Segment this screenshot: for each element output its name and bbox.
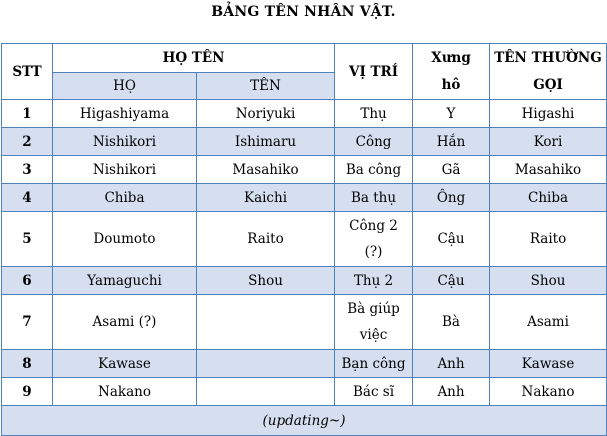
header-vi-tri: VỊ TRÍ [335, 44, 413, 100]
stt-cell: 8 [2, 350, 53, 378]
ten-cell [197, 378, 335, 406]
vi-tri-line: Thụ 2 [353, 272, 394, 289]
stt-cell: 9 [2, 378, 53, 406]
vi-tri-cell [335, 184, 413, 212]
vi-tri-cell [335, 128, 413, 156]
vi-tri-line: Công [355, 133, 392, 150]
header-stt: STT [2, 44, 53, 100]
ten-thuong-goi-cell: Chiba [490, 184, 607, 212]
xung-ho-cell: Cậu [413, 212, 490, 267]
header-ten-thuong-goi-line-2: GỌI [533, 76, 563, 93]
vi-tri-cell [335, 378, 413, 406]
ho-cell: Chiba [53, 184, 197, 212]
ten-cell: Ishimaru [197, 128, 335, 156]
stt-cell: 5 [2, 212, 53, 267]
vi-tri-cell [335, 350, 413, 378]
ten-thuong-goi-cell: Asami [490, 295, 607, 350]
ten-thuong-goi-cell: Kori [490, 128, 607, 156]
stt-cell: 3 [2, 156, 53, 184]
xung-ho-cell: Hắn [413, 128, 490, 156]
xung-ho-cell: Gã [413, 156, 490, 184]
ho-cell: Doumoto [53, 212, 197, 267]
vi-tri-line: Ba công [345, 161, 402, 178]
vi-tri-line: việc [359, 327, 388, 343]
ho-cell: Nishikori [53, 156, 197, 184]
table-row [2, 267, 607, 295]
ten-cell [197, 295, 335, 350]
stt-cell: 4 [2, 184, 53, 212]
table-row [2, 378, 607, 406]
vi-tri-line: Bạn công [341, 355, 406, 372]
stt-cell: 1 [2, 100, 53, 128]
header-ten-thuong-goi-line-1: TÊN THƯỜNG [494, 49, 602, 66]
header-ten: TÊN [197, 73, 335, 100]
ten-cell: Masahiko [197, 156, 335, 184]
ten-thuong-goi-cell: Higashi [490, 100, 607, 128]
ten-thuong-goi-cell: Nakano [490, 378, 607, 406]
footer-note: (updating~) [2, 406, 607, 436]
ho-cell: Kawase [53, 350, 197, 378]
ho-cell: Higashiyama [53, 100, 197, 128]
ho-cell: Nishikori [53, 128, 197, 156]
ho-cell: Yamaguchi [53, 267, 197, 295]
vi-tri-line: (?) [364, 244, 383, 260]
xung-ho-cell: Cậu [413, 267, 490, 295]
xung-ho-cell: Anh [413, 350, 490, 378]
ten-thuong-goi-cell: Kawase [490, 350, 607, 378]
header-ho-ten: HỌ TÊN [53, 44, 335, 73]
stt-cell: 2 [2, 128, 53, 156]
vi-tri-line: Thụ [360, 105, 387, 122]
ho-cell: Asami (?) [53, 295, 197, 350]
header-xung-ho [413, 44, 490, 100]
vi-tri-line: Ba thụ [350, 189, 397, 206]
xung-ho-cell: Anh [413, 378, 490, 406]
vi-tri-cell [335, 267, 413, 295]
header-ten-thuong-goi [490, 44, 607, 100]
ten-cell: Shou [197, 267, 335, 295]
table-row [2, 100, 607, 128]
vi-tri-cell [335, 100, 413, 128]
table-row [2, 156, 607, 184]
character-name-table [1, 43, 607, 436]
header-xung-ho-line-2: hô [441, 76, 461, 93]
ten-thuong-goi-cell: Shou [490, 267, 607, 295]
table-row [2, 350, 607, 378]
vi-tri-line: Bà giúp [347, 301, 400, 317]
ten-cell [197, 350, 335, 378]
table-row [2, 184, 607, 212]
header-xung-ho-line-1: Xưng [431, 49, 471, 66]
table-row [2, 212, 607, 267]
ten-thuong-goi-cell: Raito [490, 212, 607, 267]
table-row [2, 128, 607, 156]
xung-ho-cell: Ông [413, 184, 490, 212]
stt-cell: 6 [2, 267, 53, 295]
vi-tri-cell [335, 295, 413, 350]
vi-tri-cell [335, 212, 413, 267]
xung-ho-cell: Y [413, 100, 490, 128]
vi-tri-line: Công 2 [349, 218, 398, 234]
ten-thuong-goi-cell: Masahiko [490, 156, 607, 184]
vi-tri-cell [335, 156, 413, 184]
ten-cell: Raito [197, 212, 335, 267]
vi-tri-line: Bác sĩ [352, 383, 395, 400]
table-row [2, 295, 607, 350]
stt-cell: 7 [2, 295, 53, 350]
ho-cell: Nakano [53, 378, 197, 406]
table-title: BẢNG TÊN NHÂN VẬT. [211, 4, 396, 20]
header-ho: HỌ [53, 73, 197, 100]
xung-ho-cell: Bà [413, 295, 490, 350]
ten-cell: Noriyuki [197, 100, 335, 128]
ten-cell: Kaichi [197, 184, 335, 212]
